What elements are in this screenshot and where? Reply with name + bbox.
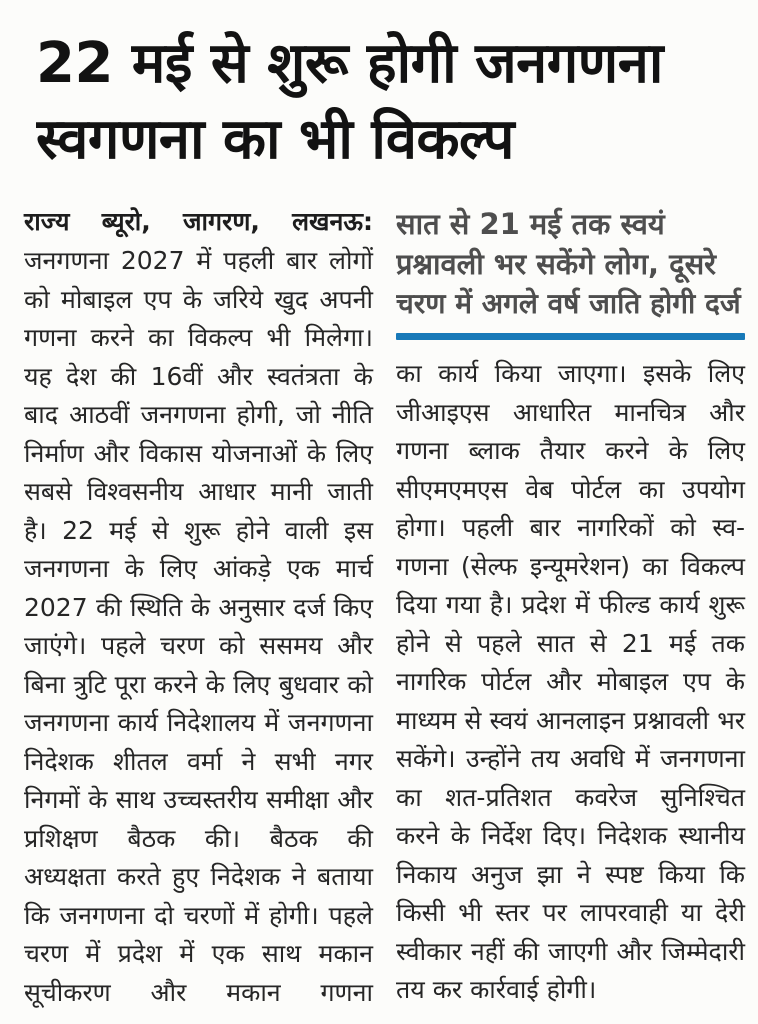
- left-column-body-paragraph: जनगणना 2027 में पहली बार लोगों को मोबाइल एप के जरिये खुद अपनी गणना करने का विकल्प भी मिलेगा। यह देश की 16वीं और स्वतंत्रता के बाद आठवीं जनगणना होगी, जो नीति निर्माण और विकास योजनाओं के लिए सबसे विश्वसनीय आधार मानी जाती है। 22 मई से शुरू होने वाली इस जनगणना के लिए आंकड़े एक मार्च 2027 की स्थिति के अनुसार दर्ज किए जाएंगे। पहले चरण को ससमय और बिना त्रुटि पूरा करने के लिए बुधवार को जनगणना कार्य निदेशालय में जनगणना निदेशक शीतल वर्मा ने सभी नगर निगमों के साथ उच्चस्तरीय समीक्षा और प्रशिक्षण बैठक की। बैठक की अध्यक्षता करते हुए निदेशक ने बताया कि जनगणना दो चरणों में होगी। पहले चरण में प्रदेश में एक साथ मकान सूचीकरण और मकान गणना: [24, 246, 373, 1007]
- left-column: [24, 202, 373, 1012]
- subheading: [396, 204, 745, 324]
- headline-line-1: 22 मई से शुरू होगी जनगणना: [36, 31, 663, 96]
- headline: [36, 26, 745, 178]
- article-columns: [24, 202, 745, 1012]
- right-column-body-paragraph: का कार्य किया जाएगा। इसके लिए जीआइएस आधारित मानचित्र और गणना ब्लाक तैयार करने के लिए सीएमएमएस वेब पोर्टल का उपयोग होगा। पहली बार नागरिकों को स्व-गणना (सेल्फ इन्यूमरेशन) का विकल्प दिया गया है। प्रदेश में फील्ड कार्य शुरू होने से पहले सात से 21 मई तक नागरिक पोर्टल और मोबाइल एप के माध्यम से स्वयं आनलाइन प्रश्नावली भर सकेंगे। उन्होंने तय अवधि में जनगणना का शत-प्रतिशत कवरेज सुनिश्चित करने के निर्देश दिए। निदेशक स्थानीय निकाय अनुज झा ने स्पष्ट किया कि किसी भी स्तर पर लापरवाही या देरी स्वीकार नहीं की जाएगी और जिम्मेदारी तय कर कार्रवाई होगी।: [396, 359, 745, 1004]
- right-column: [396, 202, 745, 1010]
- byline: राज्य ब्यूरो, जागरण, लखनऊ:: [24, 207, 373, 236]
- accent-rule: [396, 333, 745, 340]
- subheading-line-3: चरण में अगले वर्ष जाति होगी दर्ज: [396, 287, 741, 320]
- subheading-line-1: सात से 21 मई तक स्वयं: [396, 207, 665, 241]
- headline-line-2: स्वगणना का भी विकल्प: [36, 107, 514, 172]
- subheading-line-2: प्रश्नावली भर सकेंगे लोग, दूसरे: [396, 247, 717, 281]
